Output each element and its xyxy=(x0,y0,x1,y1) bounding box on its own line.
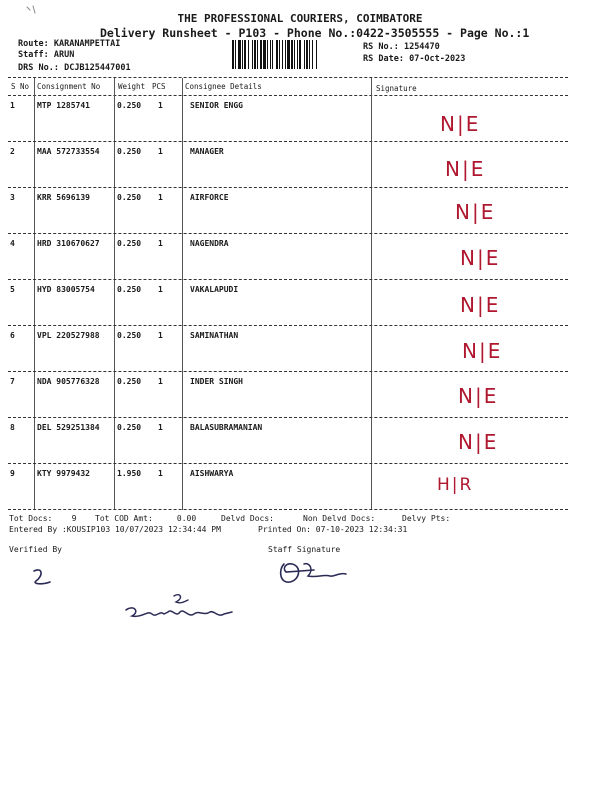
non-delvd-docs-label: Non Delvd Docs: xyxy=(303,514,376,523)
row-consignee: MANAGER xyxy=(190,147,224,156)
row-consignee: VAKALAPUDI xyxy=(190,285,239,294)
row-signature: H|R xyxy=(437,475,474,495)
staff-signature-label: Staff Signature xyxy=(268,545,341,554)
row-sno: 5 xyxy=(10,285,15,294)
tot-docs-label: Tot Docs: xyxy=(9,514,53,523)
col-header-pcs: PCS xyxy=(152,82,166,91)
row-sno: 9 xyxy=(10,469,15,478)
row-weight: 0.250 xyxy=(117,101,142,110)
row-consignee: AISHWARYA xyxy=(190,469,234,478)
rs-no-line xyxy=(363,42,440,52)
row-weight: 0.250 xyxy=(117,423,142,432)
route-value: KARANAMPETTAI xyxy=(53,39,121,49)
rs-no-value: 1254470 xyxy=(403,42,440,52)
row-rule xyxy=(8,325,568,326)
delvy-pts-label: Delvy Pts: xyxy=(402,514,451,523)
column-divider xyxy=(371,78,372,510)
row-signature: N|E xyxy=(462,339,503,363)
row-sno: 8 xyxy=(10,423,15,432)
row-consignment: HYD 83005754 xyxy=(37,285,95,294)
row-sno: 6 xyxy=(10,331,15,340)
row-pcs: 1 xyxy=(158,331,163,340)
route-label: Route: xyxy=(18,39,49,49)
col-header-consignee: Consignee Details xyxy=(185,82,262,91)
staff-value: ARUN xyxy=(53,50,75,60)
verifier-signature-scribble xyxy=(118,588,248,628)
company-title: THE PROFESSIONAL COURIERS, COIMBATORE xyxy=(177,12,423,25)
column-divider xyxy=(114,78,115,510)
col-header-consignment: Consignment No xyxy=(37,82,101,91)
staff-line xyxy=(18,50,74,60)
entered-by: Entered By :KOUSIP103 10/07/2023 12:34:44 PM xyxy=(9,525,221,534)
row-consignment: KTY 9979432 xyxy=(37,469,90,478)
row-rule xyxy=(8,279,568,280)
row-signature: N|E xyxy=(458,430,499,454)
staff-label: Staff: xyxy=(18,50,49,60)
row-consignment: NDA 905776328 xyxy=(37,377,100,386)
row-consignee: SAMINATHAN xyxy=(190,331,239,340)
row-consignment: KRR 5696139 xyxy=(37,193,90,202)
col-header-weight: Weight xyxy=(118,82,146,91)
table-header-rule xyxy=(8,95,568,96)
row-rule xyxy=(8,187,568,188)
row-signature: N|E xyxy=(440,112,481,136)
col-header-signature: Signature xyxy=(376,84,417,93)
barcode xyxy=(232,40,354,69)
row-sno: 1 xyxy=(10,101,15,110)
column-divider xyxy=(182,78,183,510)
row-rule xyxy=(8,371,568,372)
staff-signature-scribble xyxy=(274,556,354,590)
row-sno: 7 xyxy=(10,377,15,386)
row-signature: N|E xyxy=(445,157,486,181)
row-consignee: AIRFORCE xyxy=(190,193,229,202)
row-consignee: BALASUBRAMANIAN xyxy=(190,423,263,432)
row-rule xyxy=(8,463,568,464)
row-consignment: HRD 310670627 xyxy=(37,239,100,248)
row-consignment: DEL 529251384 xyxy=(37,423,100,432)
row-weight: 0.250 xyxy=(117,377,142,386)
row-consignee: INDER SINGH xyxy=(190,377,243,386)
table-top-rule xyxy=(8,77,568,78)
table-bottom-rule xyxy=(8,509,568,510)
row-weight: 0.250 xyxy=(117,285,142,294)
row-consignment: MTP 1285741 xyxy=(37,101,90,110)
row-weight: 0.250 xyxy=(117,147,142,156)
corner-mark-scribble xyxy=(24,4,40,18)
row-pcs: 1 xyxy=(158,101,163,110)
row-consignment: MAA 572733554 xyxy=(37,147,100,156)
row-pcs: 1 xyxy=(158,423,163,432)
drs-value: DCJB125447001 xyxy=(64,63,131,73)
row-pcs: 1 xyxy=(158,147,163,156)
row-pcs: 1 xyxy=(158,239,163,248)
column-divider xyxy=(34,78,35,510)
rs-date-line xyxy=(363,54,465,64)
rs-date-value: 07-Oct-2023 xyxy=(409,54,466,64)
row-weight: 1.950 xyxy=(117,469,142,478)
tot-cod xyxy=(95,514,196,523)
row-weight: 0.250 xyxy=(117,331,142,340)
col-header-sno: S No xyxy=(11,82,30,91)
delvd-docs-label: Delvd Docs: xyxy=(221,514,274,523)
verifier-initial-scribble xyxy=(28,565,58,589)
drs-line xyxy=(18,63,131,73)
row-pcs: 1 xyxy=(158,285,163,294)
row-pcs: 1 xyxy=(158,377,163,386)
row-rule xyxy=(8,141,568,142)
printed-on: Printed On: 07-10-2023 12:34:31 xyxy=(258,525,408,534)
tot-docs xyxy=(9,514,76,523)
route-line xyxy=(18,39,120,49)
row-sno: 3 xyxy=(10,193,15,202)
row-pcs: 1 xyxy=(158,469,163,478)
row-signature: N|E xyxy=(458,384,499,408)
row-pcs: 1 xyxy=(158,193,163,202)
row-signature: N|E xyxy=(460,246,501,270)
row-sno: 2 xyxy=(10,147,15,156)
row-consignment: VPL 220527988 xyxy=(37,331,100,340)
row-signature: N|E xyxy=(460,293,501,317)
verified-by-label: Verified By xyxy=(9,545,62,554)
row-consignee: SENIOR ENGG xyxy=(190,101,243,110)
row-sno: 4 xyxy=(10,239,15,248)
tot-cod-value: 0.00 xyxy=(176,514,197,523)
row-weight: 0.250 xyxy=(117,239,142,248)
drs-label: DRS No.: xyxy=(18,63,59,73)
tot-cod-label: Tot COD Amt: xyxy=(95,514,153,523)
row-rule xyxy=(8,233,568,234)
row-weight: 0.250 xyxy=(117,193,142,202)
tot-docs-value: 9 xyxy=(71,514,77,523)
rs-date-label: RS Date: xyxy=(363,54,404,64)
row-signature: N|E xyxy=(455,200,496,224)
barcode-bar xyxy=(317,40,318,69)
row-consignee: NAGENDRA xyxy=(190,239,229,248)
row-rule xyxy=(8,417,568,418)
runsheet-title: Delivery Runsheet - P103 - Phone No.:0422-3505555 - Page No.:1 xyxy=(100,26,530,40)
rs-no-label: RS No.: xyxy=(363,42,399,52)
